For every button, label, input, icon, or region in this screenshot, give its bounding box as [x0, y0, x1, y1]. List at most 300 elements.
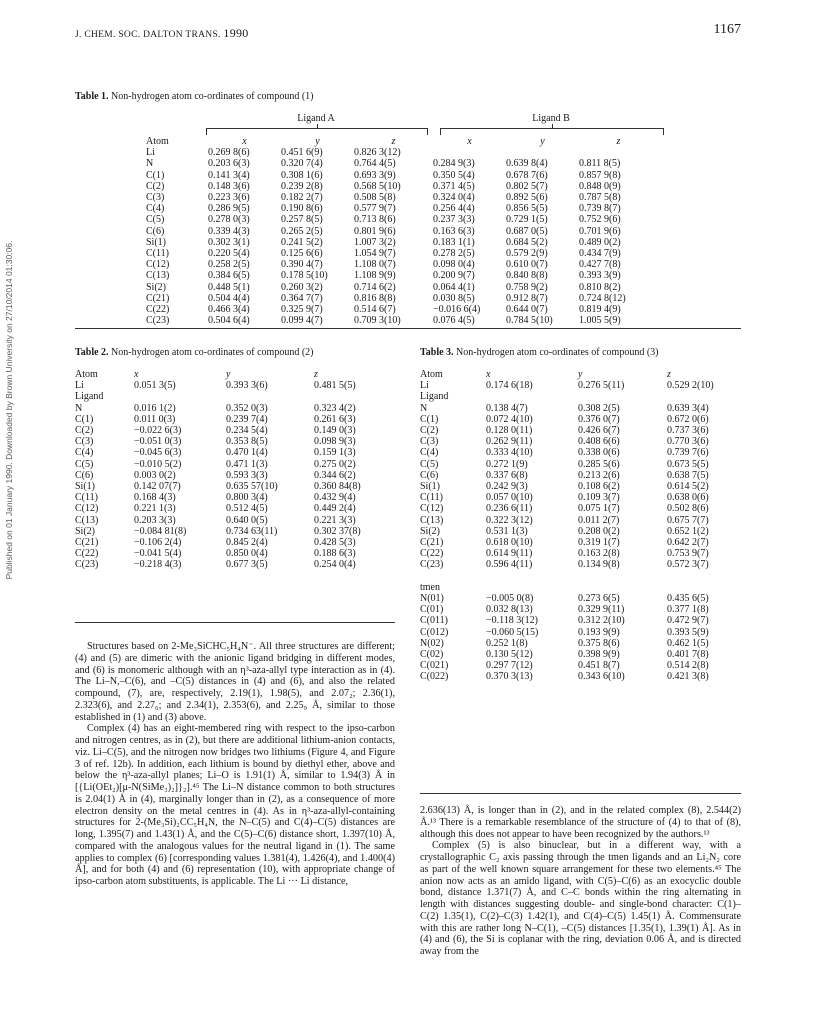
- coordinate-cell: [578, 391, 667, 402]
- sidebar-note-text: Published on 01 January 1990. Downloaded by Brown University on 27/10/2014 01:30:06.: [4, 240, 14, 580]
- table1-label: Table 1.: [75, 91, 109, 102]
- coordinate-cell: −0.118 3(12): [486, 615, 538, 627]
- table3-column-header: Atom: [420, 369, 443, 380]
- atom-label: Si(2): [146, 281, 166, 293]
- coordinate-cell: 0.678 7(6): [506, 169, 548, 181]
- coordinate-cell: 0.178 5(10): [281, 270, 328, 282]
- coordinate-cell: [578, 571, 667, 582]
- atom-label: C(3): [75, 436, 94, 448]
- coordinate-cell: 0.427 7(8): [579, 259, 621, 271]
- coordinate-cell: 0.826 3(12): [354, 147, 401, 159]
- coordinate-cell: 0.242 9(3): [486, 481, 528, 493]
- coordinate-cell: 0.098 0(4): [433, 259, 475, 271]
- coordinate-cell: 0.504 4(4): [208, 292, 250, 304]
- coordinate-cell: 0.687 0(5): [506, 225, 548, 237]
- coordinate-cell: 0.269 8(6): [208, 147, 250, 159]
- coordinate-cell: 0.285 5(6): [578, 458, 620, 470]
- coordinate-cell: 0.072 4(10): [486, 413, 533, 425]
- coordinate-cell: 0.504 6(4): [208, 315, 250, 327]
- table-row: [420, 403, 746, 414]
- coordinate-cell: 0.801 9(6): [354, 225, 396, 237]
- coordinate-cell: 0.614 5(2): [667, 481, 709, 493]
- coordinate-cell: 0.125 6(6): [281, 248, 323, 260]
- atom-label: C(3): [146, 192, 165, 204]
- table2: [75, 369, 394, 571]
- coordinate-cell: 0.168 4(3): [134, 492, 176, 504]
- coordinate-cell: 0.276 5(11): [578, 380, 625, 392]
- coordinate-cell: 0.193 9(9): [578, 626, 620, 638]
- table3-caption: [420, 347, 658, 358]
- coordinate-cell: 0.912 8(7): [506, 292, 548, 304]
- page-number: 1167: [713, 22, 741, 37]
- table3-bottom-rule: [420, 793, 741, 794]
- table2-bottom-rule: [75, 622, 395, 623]
- coordinate-cell: 0.845 2(4): [226, 537, 268, 549]
- coordinate-cell: 0.109 3(7): [578, 492, 620, 504]
- coordinate-cell: 0.308 2(5): [578, 402, 620, 414]
- atom-label: C(2): [146, 180, 165, 192]
- coordinate-cell: 0.213 2(6): [578, 469, 620, 481]
- atom-label: Li: [420, 380, 429, 392]
- atom-label: C(02): [420, 649, 444, 661]
- atom-label: Ligand: [75, 391, 104, 403]
- coordinate-cell: 0.672 0(6): [667, 413, 709, 425]
- table-row: [75, 391, 394, 402]
- coordinate-cell: 0.223 3(6): [208, 192, 250, 204]
- coordinate-cell: 0.360 84(8): [314, 481, 361, 493]
- atom-label: N: [75, 402, 83, 414]
- coordinate-cell: 0.693 3(9): [354, 169, 396, 181]
- table-row: [146, 192, 658, 203]
- coordinate-cell: 0.434 7(9): [579, 248, 621, 260]
- atom-label: C(1): [420, 413, 439, 425]
- ligand-b-label: Ligand B: [532, 113, 570, 124]
- coordinate-cell: 0.739 7(6): [667, 447, 709, 459]
- coordinate-cell: 0.344 6(2): [314, 469, 356, 481]
- atom-label: C(4): [420, 447, 439, 459]
- table-row: [146, 259, 658, 270]
- coordinate-cell: 0.618 0(10): [486, 537, 533, 549]
- table-row: [146, 304, 658, 315]
- coordinate-cell: [226, 391, 314, 402]
- coordinate-cell: −0.060 5(15): [486, 626, 539, 638]
- coordinate-cell: [486, 582, 578, 593]
- coordinate-cell: [314, 391, 394, 402]
- table-row: [75, 425, 394, 436]
- coordinate-cell: 0.770 3(6): [667, 436, 709, 448]
- journal-title: J. CHEM. SOC. DALTON TRANS.: [75, 30, 221, 40]
- table-row: [146, 293, 658, 304]
- coordinate-cell: 0.596 4(11): [486, 559, 533, 571]
- coordinate-cell: −0.041 5(4): [134, 548, 182, 560]
- atom-label: N(02): [420, 637, 444, 649]
- coordinate-cell: 0.471 1(3): [226, 458, 268, 470]
- coordinate-cell: 0.221 3(3): [314, 514, 356, 526]
- coordinate-cell: 0.237 3(3): [433, 214, 475, 226]
- table-row: [420, 526, 746, 537]
- atom-label: Si(1): [420, 481, 440, 493]
- table-row: [75, 414, 394, 425]
- table-row: [146, 237, 658, 248]
- coordinate-cell: 0.011 2(7): [578, 514, 620, 526]
- table-row: [420, 582, 746, 593]
- coordinate-cell: 0.376 0(7): [578, 413, 620, 425]
- coordinate-cell: 0.752 9(6): [579, 214, 621, 226]
- coordinate-cell: 0.256 4(4): [433, 203, 475, 215]
- coordinate-cell: 0.449 2(4): [314, 503, 356, 515]
- coordinate-cell: 0.810 8(2): [579, 281, 621, 293]
- coordinate-cell: 0.635 57(10): [226, 481, 278, 493]
- coordinate-cell: [433, 147, 506, 158]
- coordinate-cell: 0.190 8(6): [281, 203, 323, 215]
- table-row: [75, 503, 394, 514]
- coordinate-cell: 0.408 6(6): [578, 436, 620, 448]
- table-row: [75, 436, 394, 447]
- coordinate-cell: 0.729 1(5): [506, 214, 548, 226]
- table-row: [420, 660, 746, 671]
- atom-label: C(5): [146, 214, 165, 226]
- table-row: [420, 447, 746, 458]
- right-column-text: [420, 805, 741, 958]
- table1-caption: [75, 91, 313, 102]
- table-row: [146, 147, 658, 158]
- coordinate-cell: 0.075 1(7): [578, 503, 620, 515]
- atom-label: Li: [146, 147, 155, 159]
- ligand-b-brace: [440, 128, 664, 135]
- atom-label: C(1): [75, 413, 94, 425]
- coordinate-cell: 0.325 9(7): [281, 304, 323, 316]
- atom-label: Li: [75, 380, 84, 392]
- table1-column-header: Atom: [146, 136, 169, 147]
- coordinate-cell: 1.007 3(2): [354, 236, 396, 248]
- coordinate-cell: 0.577 9(7): [354, 203, 396, 215]
- coordinate-cell: 0.338 0(6): [578, 447, 620, 459]
- coordinate-cell: 0.644 0(7): [506, 304, 548, 316]
- coordinate-cell: 0.297 7(12): [486, 660, 533, 672]
- coordinate-cell: 0.684 5(2): [506, 236, 548, 248]
- coordinate-cell: 0.512 4(5): [226, 503, 268, 515]
- coordinate-cell: 0.531 1(3): [486, 525, 528, 537]
- coordinate-cell: −0.051 0(3): [134, 436, 182, 448]
- atom-label: C(6): [75, 469, 94, 481]
- table-row: [420, 391, 746, 402]
- coordinate-cell: 0.640 0(5): [226, 514, 268, 526]
- coordinate-cell: −0.084 81(8): [134, 525, 187, 537]
- table-row: [146, 158, 658, 169]
- atom-label: C(13): [420, 514, 444, 526]
- table-row: [420, 593, 746, 604]
- coordinate-cell: 0.203 6(3): [208, 158, 250, 170]
- coordinate-cell: 0.639 3(4): [667, 402, 709, 414]
- coordinate-cell: 0.472 9(7): [667, 615, 709, 627]
- table-row: [420, 414, 746, 425]
- coordinate-cell: 0.802 5(7): [506, 180, 548, 192]
- coordinate-cell: 0.470 1(4): [226, 447, 268, 459]
- table1-column-header: z: [391, 136, 396, 147]
- coordinate-cell: 0.384 6(5): [208, 270, 250, 282]
- atom-label: C(21): [420, 537, 444, 549]
- coordinate-cell: 0.677 3(5): [226, 559, 268, 571]
- coordinate-cell: 0.514 2(8): [667, 660, 709, 672]
- coordinate-cell: 0.701 9(6): [579, 225, 621, 237]
- atom-label: [420, 571, 486, 582]
- coordinate-cell: 0.428 5(3): [314, 537, 356, 549]
- coordinate-cell: 0.257 8(5): [281, 214, 323, 226]
- coordinate-cell: 0.734 63(11): [226, 525, 278, 537]
- ligand-a-label: Ligand A: [297, 113, 335, 124]
- coordinate-cell: 0.329 9(11): [578, 604, 625, 616]
- atom-label: C(4): [75, 447, 94, 459]
- coordinate-cell: 0.312 2(10): [578, 615, 625, 627]
- table-row: [420, 492, 746, 503]
- table2-column-header: x: [134, 369, 139, 380]
- coordinate-cell: 0.320 7(4): [281, 158, 323, 170]
- right-paragraph-1: 2.636(13) Å, is longer than in (2), and in the related complex (8), 2.544(2) Å.¹³ There is a remarkable resemblance of the structure of (4) to that of (8), although this does not appear to have been recognized by the authors.¹³: [420, 805, 741, 840]
- table-row: [420, 571, 746, 582]
- coordinate-cell: 0.514 6(7): [354, 304, 396, 316]
- coordinate-cell: 0.260 3(2): [281, 281, 323, 293]
- table2-label: Table 2.: [75, 347, 109, 358]
- atom-label: C(23): [146, 315, 170, 327]
- table-row: [75, 548, 394, 559]
- coordinate-cell: [579, 147, 658, 158]
- coordinate-cell: 0.390 4(7): [281, 259, 323, 271]
- coordinate-cell: 0.638 7(5): [667, 469, 709, 481]
- coordinate-cell: 0.016 1(2): [134, 402, 176, 414]
- atom-label: Si(1): [75, 481, 95, 493]
- coordinate-cell: 0.278 2(5): [433, 248, 475, 260]
- atom-label: Si(2): [75, 525, 95, 537]
- coordinate-cell: 0.099 4(7): [281, 315, 323, 327]
- coordinate-cell: 0.234 5(4): [226, 425, 268, 437]
- atom-label: C(12): [75, 503, 99, 515]
- atom-label: C(21): [146, 292, 170, 304]
- table-row: [75, 537, 394, 548]
- coordinate-cell: 0.051 3(5): [134, 380, 176, 392]
- table3-label: Table 3.: [420, 347, 454, 358]
- left-paragraph-1: Structures based on 2-Me₃SiCHC₅H₄N⁻. All three structures are different; (4) and (5) are dimeric with the anionic ligand bridging in different modes, and (6) is monomeric although with an η³-aza-allyl type interaction as in (4). The Li–N,–C(6), and –C(5) distances in (4) and (6), and also the related compound, (7), are, respectively, 2.19(1), 1.98(5), and 2.07₂; 2.36(1), 2.323(6), and 2.27₆; and 2.34(1), 2.353(6), and 2.25₉ Å, similar to those established in (1) and (3) above.: [75, 641, 395, 723]
- atom-label: C(12): [146, 259, 170, 271]
- coordinate-cell: 1.108 0(7): [354, 259, 396, 271]
- coordinate-cell: 0.076 4(5): [433, 315, 475, 327]
- coordinate-cell: 0.337 6(8): [486, 469, 528, 481]
- coordinate-cell: 0.130 5(12): [486, 649, 533, 661]
- coordinate-cell: 0.856 5(5): [506, 203, 548, 215]
- atom-label: C(11): [146, 248, 169, 260]
- table1-column-header: x: [467, 136, 472, 147]
- coordinate-cell: 0.593 3(3): [226, 469, 268, 481]
- coordinate-cell: 0.724 8(12): [579, 292, 626, 304]
- coordinate-cell: −0.005 0(8): [486, 593, 534, 605]
- table-row: [420, 604, 746, 615]
- coordinate-cell: 0.308 1(6): [281, 169, 323, 181]
- coordinate-cell: 0.142 07(7): [134, 481, 181, 493]
- table1: [146, 136, 658, 326]
- table-row: [420, 548, 746, 559]
- coordinate-cell: 0.739 8(7): [579, 203, 621, 215]
- left-column-text: [75, 641, 395, 888]
- atom-label: C(5): [420, 458, 439, 470]
- coordinate-cell: 0.572 3(7): [667, 559, 709, 571]
- coordinate-cell: 0.850 0(4): [226, 548, 268, 560]
- coordinate-cell: 1.005 5(9): [579, 315, 621, 327]
- coordinate-cell: 0.319 1(7): [578, 537, 620, 549]
- table3-header-row: [420, 369, 746, 380]
- atom-label: C(13): [75, 514, 99, 526]
- atom-label: Si(1): [146, 236, 166, 248]
- coordinate-cell: 0.141 3(4): [208, 169, 250, 181]
- coordinate-cell: 0.183 1(1): [433, 236, 475, 248]
- coordinate-cell: −0.016 6(4): [433, 304, 481, 316]
- coordinate-cell: [486, 391, 578, 402]
- coordinate-cell: 0.353 8(5): [226, 436, 268, 448]
- coordinate-cell: −0.106 2(4): [134, 537, 182, 549]
- table-row: [75, 380, 394, 391]
- coordinate-cell: 0.163 6(3): [433, 225, 475, 237]
- coordinate-cell: [134, 391, 226, 402]
- coordinate-cell: 0.138 4(7): [486, 402, 528, 414]
- ligand-a-brace: [206, 128, 428, 135]
- coordinate-cell: 0.435 6(5): [667, 593, 709, 605]
- coordinate-cell: 0.787 5(8): [579, 192, 621, 204]
- coordinate-cell: 0.188 6(3): [314, 548, 356, 560]
- table1-column-header: z: [616, 136, 621, 147]
- coordinate-cell: 0.339 4(3): [208, 225, 250, 237]
- atom-label: C(22): [146, 304, 170, 316]
- journal-name: [75, 26, 249, 41]
- coordinate-cell: −0.218 4(3): [134, 559, 182, 571]
- atom-label: C(23): [75, 559, 99, 571]
- coordinate-cell: 0.614 9(11): [486, 548, 533, 560]
- coordinate-cell: 0.375 8(6): [578, 637, 620, 649]
- atom-label: C(5): [75, 458, 94, 470]
- coordinate-cell: 0.236 6(11): [486, 503, 533, 515]
- coordinate-cell: 0.261 6(3): [314, 413, 356, 425]
- table-row: [146, 282, 658, 293]
- coordinate-cell: 0.892 5(6): [506, 192, 548, 204]
- table-row: [75, 492, 394, 503]
- coordinate-cell: 0.393 5(9): [667, 626, 709, 638]
- coordinate-cell: 0.448 5(1): [208, 281, 250, 293]
- coordinate-cell: 0.639 8(4): [506, 158, 548, 170]
- coordinate-cell: 0.350 5(4): [433, 169, 475, 181]
- atom-label: Si(2): [420, 525, 440, 537]
- coordinate-cell: 0.030 8(5): [433, 292, 475, 304]
- coordinate-cell: 0.451 8(7): [578, 660, 620, 672]
- table2-caption: [75, 347, 313, 358]
- coordinate-cell: 0.811 8(5): [579, 158, 621, 170]
- table-row: [146, 315, 658, 326]
- coordinate-cell: 0.800 3(4): [226, 492, 268, 504]
- table-row: [75, 459, 394, 470]
- coordinate-cell: 0.221 1(3): [134, 503, 176, 515]
- coordinate-cell: −0.022 6(3): [134, 425, 182, 437]
- coordinate-cell: 0.371 4(5): [433, 180, 475, 192]
- coordinate-cell: 0.254 0(4): [314, 559, 356, 571]
- atom-label: C(12): [420, 503, 444, 515]
- coordinate-cell: 0.134 9(8): [578, 559, 620, 571]
- coordinate-cell: 0.163 2(8): [578, 548, 620, 560]
- atom-label: C(3): [420, 436, 439, 448]
- coordinate-cell: 0.286 9(5): [208, 203, 250, 215]
- table-row: [75, 526, 394, 537]
- table-row: [146, 203, 658, 214]
- coordinate-cell: −0.045 6(3): [134, 447, 182, 459]
- table2-title: Non-hydrogen atom co-ordinates of compound (2): [111, 347, 314, 358]
- table-row: [75, 470, 394, 481]
- coordinate-cell: 0.481 5(5): [314, 380, 356, 392]
- coordinate-cell: 0.203 3(3): [134, 514, 176, 526]
- coordinate-cell: 0.840 8(8): [506, 270, 548, 282]
- coordinate-cell: 0.709 3(10): [354, 315, 401, 327]
- coordinate-cell: 0.421 3(8): [667, 671, 709, 683]
- atom-label: C(022): [420, 671, 449, 683]
- coordinate-cell: 0.753 9(7): [667, 548, 709, 560]
- atom-label: C(01): [420, 604, 444, 616]
- table-row: [420, 671, 746, 682]
- coordinate-cell: 0.370 3(13): [486, 671, 533, 683]
- coordinate-cell: 0.182 2(7): [281, 192, 323, 204]
- download-sidebar-note: [2, 130, 16, 690]
- coordinate-cell: 0.333 4(10): [486, 447, 533, 459]
- atom-label: tmen: [420, 581, 440, 593]
- left-paragraph-2: Complex (4) has an eight-membered ring with respect to the ipso-carbon and nitrogen centres, as in (2), but there are additional lithium-anion contacts, viz. Li–C(5), and the nitrogen now bridges two lithiums (Figure 4, and Figure 3 of ref. 12b). In addition, each lithium is bound by diethyl ether, above and below the η³-aza-allyl planes; Li–O is 1.91(1) Å, similar to 1.94(3) Å in [{Li(OEt₂)[μ-N(SiMe₃)₂]}₂].⁴⁵ The Li–N distance common to both structures is 2.04(1) Å in (4), marginally longer than in (2), as a consequence of more electron density on the metal centres in (4). As in η³-aza-allyl-containing structures for 2-(Me₃Si)₂CC₅H₄N, the N–C(5) and C(4)–C(5) distances are long, 1.395(7) and 1.43(1) Å, and the C(5)–C(6) distance short, 1.397(10) Å, compared with the analogous values for the neutral ligand in (1). The same applies to complex (6) [corresponding values 1.381(4), 1.426(4), and 1.400(4) Å], and for both (4) and (6) representation (10), with appropriate change of ipso-carbon atom substituents, is applicable. The Li ··· Li distance,: [75, 723, 395, 887]
- table-row: [420, 615, 746, 626]
- coordinate-cell: 0.579 2(9): [506, 248, 548, 260]
- table3-title: Non-hydrogen atom co-ordinates of compound (3): [456, 347, 659, 358]
- table1-column-header: y: [540, 136, 545, 147]
- table-row: [146, 214, 658, 225]
- table3-column-header: x: [486, 369, 491, 380]
- atom-label: C(2): [75, 425, 94, 437]
- coordinate-cell: 0.323 4(2): [314, 402, 356, 414]
- table2-column-header: y: [226, 369, 231, 380]
- table-row: [420, 638, 746, 649]
- table-row: [420, 425, 746, 436]
- coordinate-cell: 0.816 8(8): [354, 292, 396, 304]
- atom-label: N(01): [420, 593, 444, 605]
- table-row: [75, 447, 394, 458]
- coordinate-cell: 0.462 1(5): [667, 637, 709, 649]
- coordinate-cell: 0.149 0(3): [314, 425, 356, 437]
- coordinate-cell: 0.758 9(2): [506, 281, 548, 293]
- coordinate-cell: [667, 571, 746, 582]
- coordinate-cell: 0.364 7(7): [281, 292, 323, 304]
- coordinate-cell: 0.451 6(9): [281, 147, 323, 159]
- table-row: [146, 170, 658, 181]
- table1-header-row: [146, 136, 658, 147]
- atom-label: C(2): [420, 425, 439, 437]
- coordinate-cell: 0.784 5(10): [506, 315, 553, 327]
- atom-label: C(11): [420, 492, 443, 504]
- coordinate-cell: 0.393 3(6): [226, 380, 268, 392]
- coordinate-cell: 0.174 6(18): [486, 380, 533, 392]
- atom-label: C(6): [146, 225, 165, 237]
- coordinate-cell: 0.352 0(3): [226, 402, 268, 414]
- coordinate-cell: 0.377 1(8): [667, 604, 709, 616]
- coordinate-cell: 0.128 0(11): [486, 425, 533, 437]
- coordinate-cell: 0.393 3(9): [579, 270, 621, 282]
- table1-title: Non-hydrogen atom co-ordinates of compound (1): [111, 91, 314, 102]
- table1-bottom-rule: [75, 328, 741, 329]
- table-row: [420, 627, 746, 638]
- coordinate-cell: 0.252 1(8): [486, 637, 528, 649]
- table-row: [75, 403, 394, 414]
- coordinate-cell: 0.819 4(9): [579, 304, 621, 316]
- coordinate-cell: 0.011 0(3): [134, 413, 176, 425]
- table-row: [146, 270, 658, 281]
- atom-label: N: [420, 402, 428, 414]
